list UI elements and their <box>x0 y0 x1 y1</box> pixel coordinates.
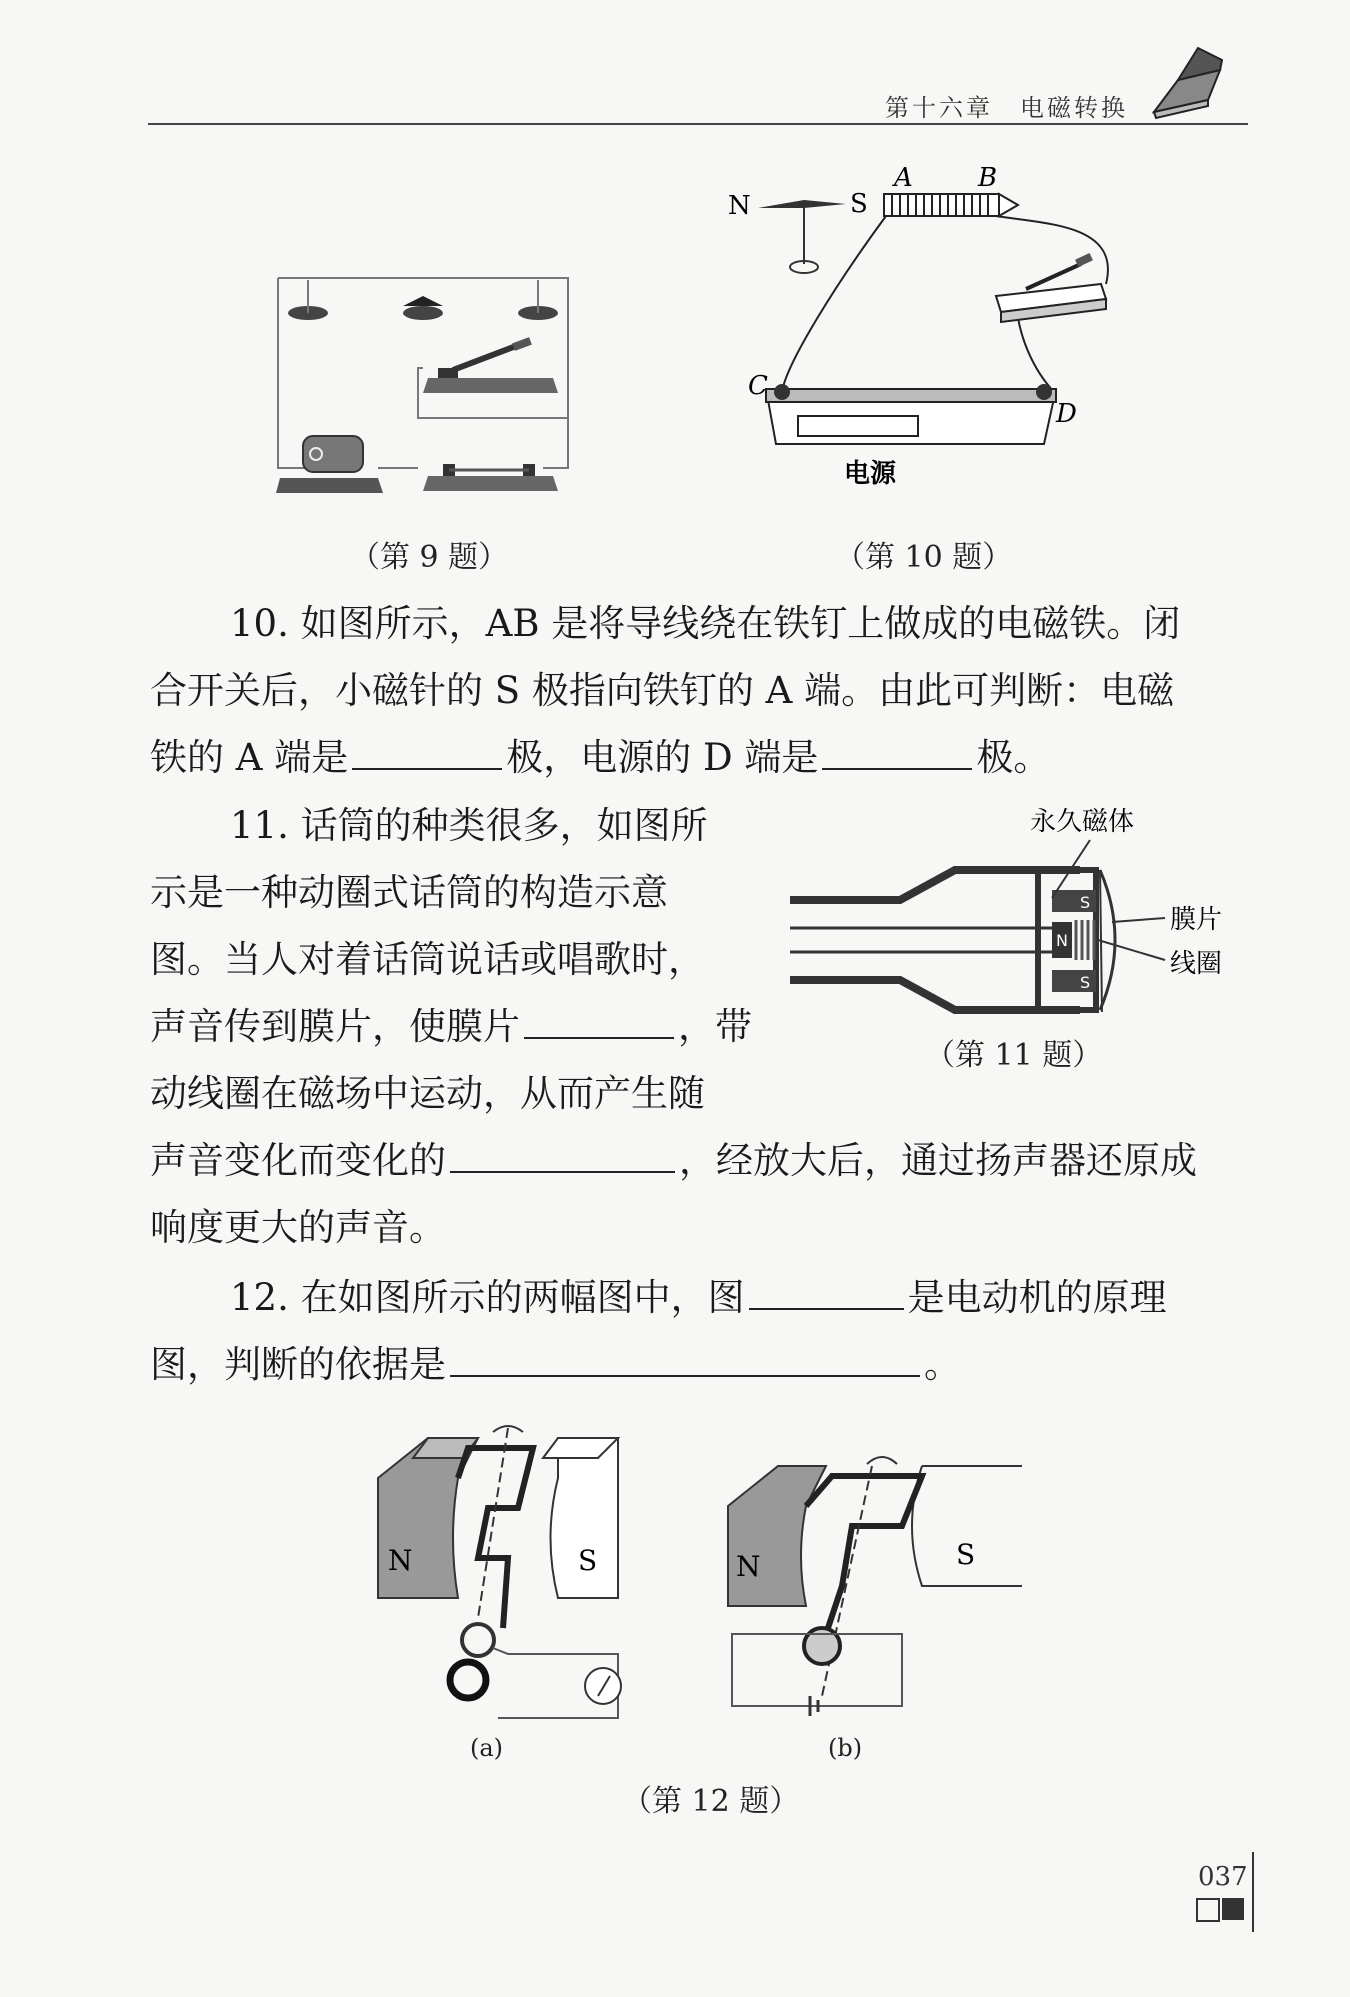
label-power: 电源 <box>844 459 897 489</box>
question-10: 10. 如图所示，AB 是将导线绕在铁钉上做成的电磁铁。闭 合开关后，小磁针的 S 极指向铁钉的 A 端。由此可判断：电磁 铁的 A 端是 极，电源的 D 端是 极。 <box>150 602 1181 779</box>
page-number: 037 <box>1198 1862 1248 1892</box>
power-supply <box>766 384 1056 444</box>
page-marker-filled-square <box>1222 1898 1244 1920</box>
label-s-a: S <box>578 1544 598 1577</box>
question-12: 12. 在如图所示的两幅图中，图 是电动机的原理 图，判断的依据是 。 <box>150 1264 1167 1398</box>
label-n-mid: N <box>1056 931 1068 950</box>
chapter-header: 第十六章 电磁转换 <box>885 94 1128 122</box>
question-11: 11. 话筒的种类很多，如图所 示是一种动圈式话筒的构造示意 图。当人对着话筒说话或唱歌时， 声音传到膜片，使膜片 ，带 动线圈在磁场中运动，从而产生随 声音变化而变化的 ，经放大后，通过扬声器还原成 响度更大的声音。 <box>150 804 1197 1249</box>
figure-9-circuit <box>268 258 580 498</box>
figure-11-caption: （第 11 题） <box>925 1038 1103 1073</box>
header-rule <box>148 123 1248 125</box>
figure-10-electromagnet <box>726 164 1116 504</box>
label-n: N <box>728 191 751 221</box>
figure-12b-motor <box>722 1446 1022 1746</box>
label-diaphragm: 膜片 <box>1170 905 1223 935</box>
figure-12a-label: (a) <box>470 1734 504 1762</box>
switch <box>996 253 1106 322</box>
label-coil: 线圈 <box>1170 949 1223 979</box>
stand-left <box>288 280 328 320</box>
answer-blank-diaphragm[interactable] <box>524 993 674 1039</box>
page-marker-open-square <box>1196 1898 1220 1922</box>
label-magnet: 永久磁体 <box>1030 807 1135 837</box>
label-c: C <box>748 371 768 401</box>
stand-middle <box>403 296 443 320</box>
label-d: D <box>1056 399 1077 429</box>
label-s-b: S <box>956 1538 976 1571</box>
label-b: B <box>978 164 998 193</box>
label-n-b: N <box>736 1550 761 1583</box>
figure-9-caption: （第 9 题） <box>350 540 509 575</box>
book-icon <box>1148 40 1226 120</box>
figure-12a-generator <box>368 1418 638 1738</box>
label-s-top: S <box>1080 893 1091 912</box>
figure-10-caption: （第 10 题） <box>835 540 1013 575</box>
compass-needle <box>758 200 846 273</box>
label-s: S <box>850 189 868 219</box>
coil <box>1076 920 1094 960</box>
answer-blank-figure[interactable] <box>749 1264 904 1310</box>
iron-nail-coil <box>884 194 1018 216</box>
stand-right <box>518 280 558 320</box>
label-a: A <box>894 164 913 193</box>
answer-blank-d-pole[interactable] <box>822 724 972 770</box>
figure-11-microphone <box>790 800 1250 1030</box>
switch-top <box>423 337 558 393</box>
figure-12-caption: （第 12 题） <box>622 1784 800 1819</box>
label-n-a: N <box>388 1544 413 1577</box>
page-side-rule <box>1252 1852 1254 1932</box>
label-s-bottom: S <box>1080 973 1091 992</box>
switch-bottom <box>423 464 558 491</box>
answer-blank-reason[interactable] <box>450 1331 920 1377</box>
figure-12b-label: (b) <box>828 1734 863 1762</box>
answer-blank-current[interactable] <box>450 1127 675 1173</box>
answer-blank-a-pole[interactable] <box>352 724 502 770</box>
battery <box>276 436 383 493</box>
